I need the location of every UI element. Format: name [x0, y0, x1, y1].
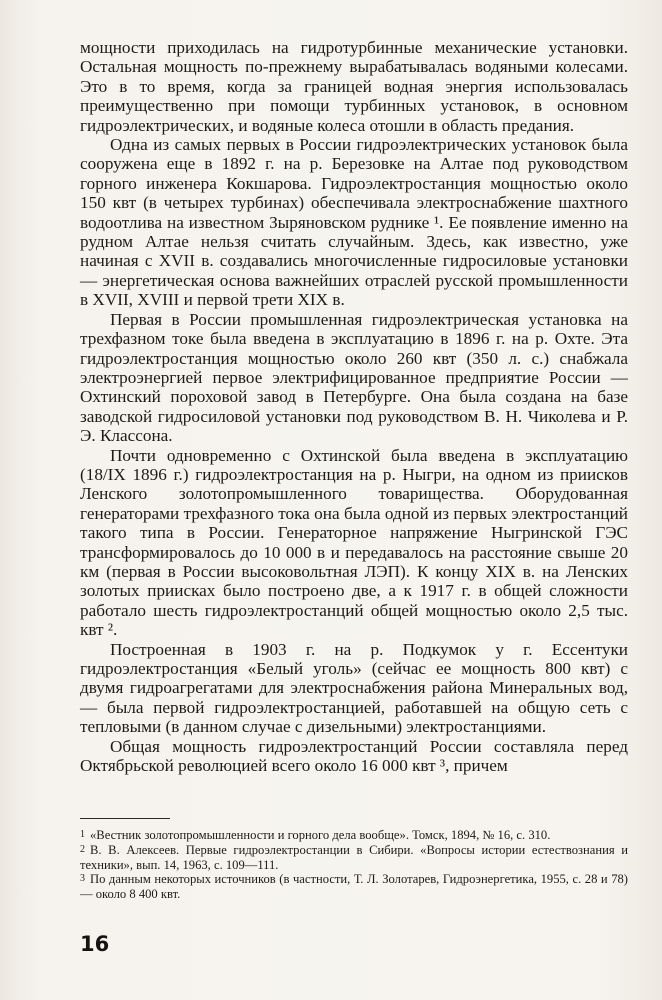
footnote-divider: [80, 818, 170, 819]
main-text: [80, 38, 628, 775]
footnote-text: «Вестник золотопромышленности и горного дела вообще». Томск, 1894, № 16, с. 310.: [90, 828, 551, 842]
footnote-text: По данным некоторых источников (в частности, Т. Л. Золотарев, Гидроэнергетика, 1955, с. 28 и 78) — около 8 400 квт.: [80, 872, 628, 902]
footnote-number: 3: [80, 873, 85, 885]
page-number: 16: [80, 932, 110, 956]
footnote-text: В. В. Алексеев. Первые гидроэлектростанции в Сибири. «Вопросы истории естествознания и техники», вып. 14, 1963, с. 109—111.: [80, 842, 628, 872]
footnote-3: [80, 872, 628, 902]
footnote-number: 1: [80, 829, 85, 840]
paragraph-2: Одна из самых первых в России гидроэлектрических установок была сооружена еще в 1892 г. на р. Березовке на Алтае под руководством горного инженера Кокшарова. Гидроэлектростанция мощностью около 150 квт (в четырех турбинах) обеспечивала электроснабжение шахтного водоотлива на известном Зыряновском руднике ¹. Ее появление именно на рудном Алтае нельзя считать случайным. Здесь, как известно, уже начиная с XVII в. создавались многочисленные гидросиловые установки — энергетическая основа важнейших отраслей русской промышленности в XVII, XVIII и первой трети XIX в.: [80, 135, 628, 310]
paragraph-4: Почти одновременно с Охтинской была введена в эксплуатацию (18/IX 1896 г.) гидроэлектростанция на р. Ныгри, на одном из приисков Ленского золотопромышленного товарищества. Оборудованная генераторами трехфазного тока она была одной из первых электростанций такого типа в России. Генераторное напряжение Ныгринской ГЭС трансформировалось до 10 000 в и передавалось на расстояние свыше 20 км (первая в России высоковольтная ЛЭП). К концу XIX в. на Ленских золотых приисках было построено две, а к 1917 г. в общей сложности работало шесть гидроэлектростанций общей мощностью около 2,5 тыс. квт ².: [80, 445, 628, 640]
footnote-2: [80, 843, 628, 873]
footnote-number: 2: [80, 843, 85, 855]
paragraph-3: Первая в России промышленная гидроэлектрическая установка на трехфазном токе была введена в эксплуатацию в 1896 г. на р. Охте. Эта гидроэлектростанция мощностью около 260 квт (350 л. с.) снабжала электроэнергией первое электрифицированное предприятие России — Охтинский пороховой завод в Петербурге. Она была создана на базе заводской гидросиловой установки под руководством В. Н. Чиколева и Р. Э. Классона.: [80, 309, 628, 446]
footnotes: [80, 828, 628, 902]
paragraph-6: Общая мощность гидроэлектростанций России составляла перед Октябрьской революцией всего около 16 000 квт ³, причем: [80, 736, 628, 776]
paragraph-5: Построенная в 1903 г. на р. Подкумок у г. Ессентуки гидроэлектростанция «Белый уголь» (сейчас ее мощность 800 квт) с двумя гидроагрегатами для электроснабжения района Минеральных вод, — была первой гидроэлектростанцией, работавшей на общую сеть с тепловыми (в данном случае с дизельными) электростанциями.: [80, 639, 628, 737]
footnote-1: [80, 828, 628, 843]
paragraph-1: мощности приходилась на гидротурбинные механические установки. Остальная мощность по-прежнему вырабатывалась водяными колесами. Это в то время, когда за границей водная энергия использовалась преимущественно при помощи турбинных установок, в основном гидроэлектрических, и водяные колеса отошли в область предания.: [80, 38, 628, 135]
